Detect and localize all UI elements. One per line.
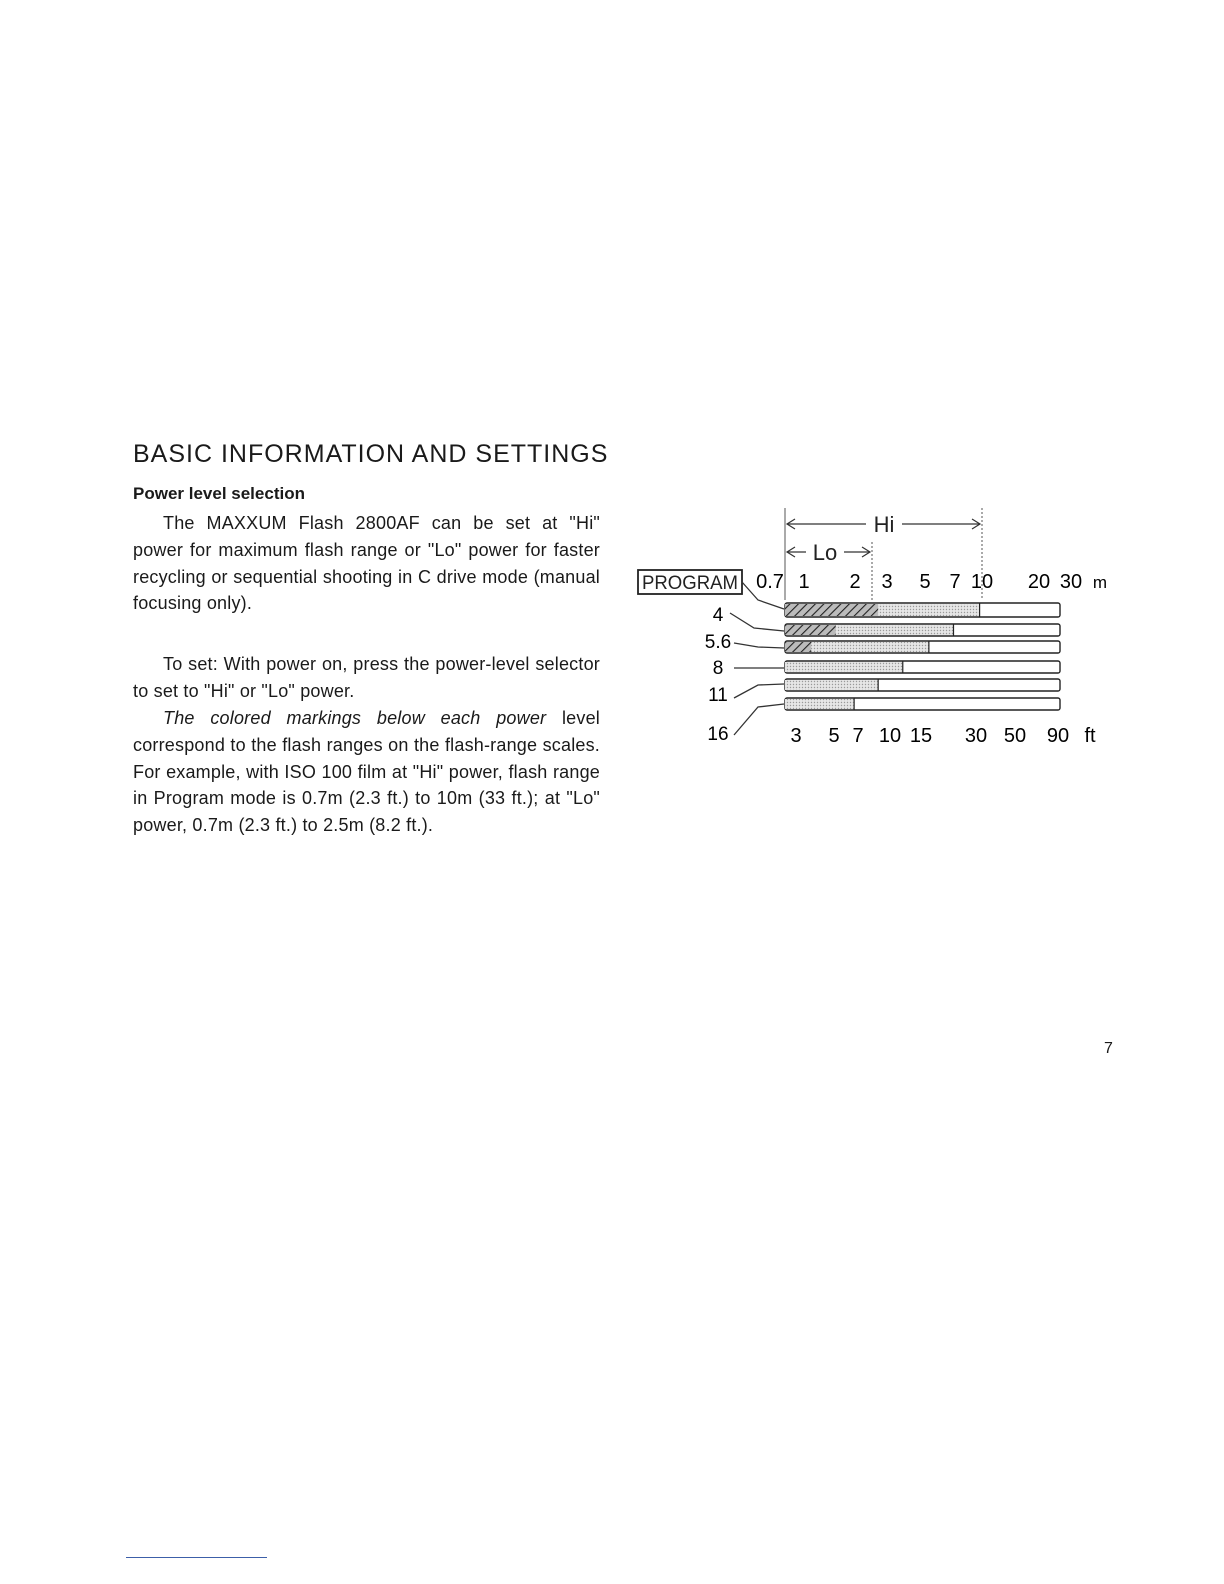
feet-tick: 30 [964, 725, 988, 747]
meter-tick: 5 [919, 571, 931, 593]
feet-tick: 90 [1046, 725, 1070, 747]
meter-scale [756, 571, 1107, 593]
feet-tick: 5 [828, 725, 840, 747]
aperture-label: 16 [707, 724, 729, 745]
meter-tick: 0.7 [756, 571, 784, 593]
paragraph-to-set: To set: With power on, press the power-level selector to set to "Hi" or "Lo" power. [133, 654, 600, 701]
feet-tick: 3 [790, 725, 802, 747]
meter-tick: 7 [949, 571, 961, 593]
meter-tick: 10 [970, 571, 994, 593]
paragraph-example-rest: level correspond to the flash ranges on the flash-range scales. For example, with ISO 100 film at "Hi" power, flash range in Program mode is 0.7m (2.3 ft.) to 10m (33 ft.); at "Lo" power, 0.7m (2.3 ft.) to 2.5m (8.2 ft.). [133, 708, 600, 836]
range-bar-hi [785, 680, 878, 690]
range-bar-lo [785, 642, 811, 652]
section-subheading: Power level selection [133, 484, 305, 503]
feet-scale [790, 725, 1096, 747]
feet-tick: 15 [909, 725, 933, 747]
meter-tick: 20 [1027, 571, 1051, 593]
feet-tick: 50 [1003, 725, 1027, 747]
feet-tick: 7 [852, 725, 864, 747]
feet-unit: ft [1084, 725, 1096, 747]
hi-label: Hi [873, 512, 895, 537]
range-bar-lo [785, 625, 836, 635]
paragraph-example-italic: The colored markings below each power [163, 708, 547, 728]
feet-tick: 10 [878, 725, 902, 747]
meter-unit: m [1092, 573, 1108, 592]
paragraph-example [133, 705, 600, 839]
aperture-labels [705, 605, 731, 745]
page-number: 7 [1104, 1040, 1113, 1057]
meter-tick: 2 [849, 571, 861, 593]
aperture-label: 5.6 [704, 632, 732, 653]
lo-label: Lo [812, 540, 838, 565]
meter-tick: 3 [881, 571, 893, 593]
meter-tick: 30 [1059, 571, 1083, 593]
leader-lines [730, 582, 784, 735]
program-label: PROGRAM [642, 573, 738, 594]
range-bars [785, 603, 1060, 710]
range-bar-hi [785, 699, 854, 709]
aperture-label: 8 [712, 658, 724, 679]
aperture-label: 11 [708, 685, 728, 706]
page-heading: BASIC INFORMATION AND SETTINGS [133, 440, 609, 468]
aperture-label: 4 [712, 605, 724, 626]
flash-range-diagram [630, 500, 1110, 755]
footer-rule [126, 1557, 267, 1558]
range-bar-hi [785, 662, 903, 672]
paragraph-intro: The MAXXUM Flash 2800AF can be set at "Hi" power for maximum flash range or "Lo" power for faster recycling or sequential shooting in C drive mode (manual focusing only). [133, 513, 600, 614]
range-bar-lo [785, 604, 878, 616]
meter-tick: 1 [798, 571, 810, 593]
